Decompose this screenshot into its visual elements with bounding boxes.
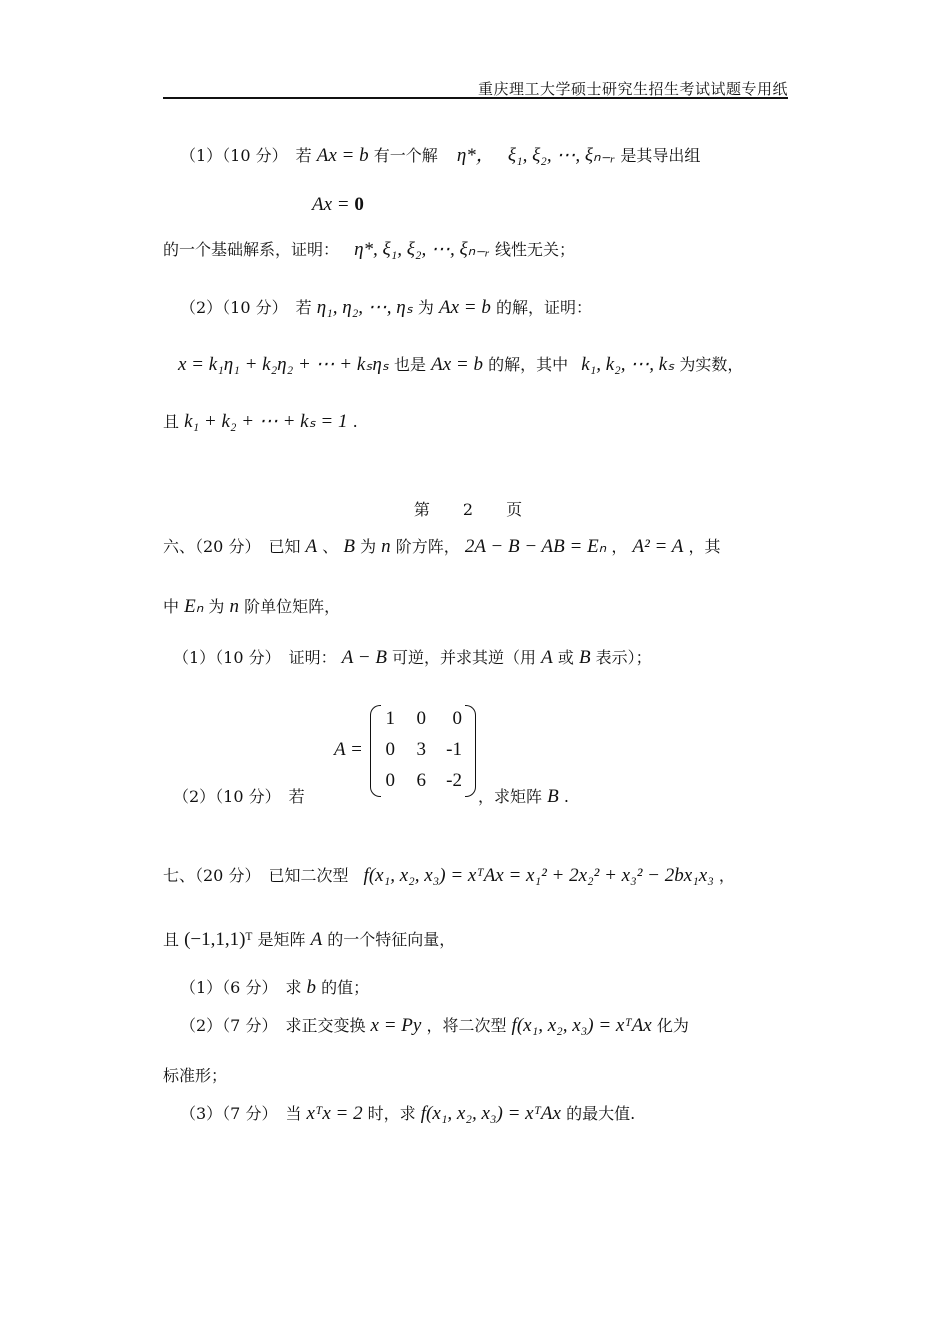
k-list: k₁, k₂, ⋯, kₛ	[581, 354, 675, 375]
eigenvector: (−1,1,1)ᵀ	[184, 929, 253, 950]
zero-vector: 0	[354, 194, 364, 215]
text: 时，求	[367, 1104, 416, 1123]
matrix-a-label	[334, 740, 363, 760]
text: 、	[322, 537, 339, 556]
text: ，求矩阵	[478, 787, 543, 806]
page-number: 第 2 页	[413, 500, 537, 519]
quadratic-form: f(x₁, x₂, x₃) = xᵀAx = x₁² + 2x₂² + x₃² − 2bx₁x₃	[363, 865, 714, 886]
q5-part1-label: （1）（10 分） 若	[180, 146, 312, 165]
text: 或	[557, 648, 574, 667]
eta-star: η*，	[456, 145, 495, 166]
var-b-lower: b	[306, 977, 317, 998]
matrix-cell: -2	[446, 770, 462, 791]
matrix-cell: 0	[385, 739, 395, 760]
q6-part2-label	[173, 787, 305, 807]
text: 有一个解	[373, 146, 438, 165]
q7-line2	[163, 930, 455, 950]
q5-part1-line2	[312, 195, 364, 215]
text: 是矩阵	[257, 930, 306, 949]
text: .	[563, 787, 569, 806]
text: 的值；	[321, 978, 370, 997]
q6-part2-tail	[478, 787, 569, 807]
linear-combination: x = k₁η₁ + k₂η₂ + ⋯ + kₛηₛ	[178, 354, 389, 375]
text: 的一个基础解系，证明：	[163, 240, 340, 259]
text: 为	[208, 597, 225, 616]
text: 且	[163, 930, 180, 949]
q5-part2-line1	[180, 298, 592, 318]
text: ，其	[688, 537, 721, 556]
var-n: n	[229, 596, 239, 617]
q7-part3-label: （3）（7 分） 当	[180, 1104, 302, 1123]
text: 也是	[394, 355, 427, 374]
header-rule	[163, 97, 788, 99]
text: 的最大值.	[566, 1104, 636, 1123]
text: （2）（10 分） 若	[173, 787, 305, 806]
var-b: B	[547, 786, 559, 807]
quadratic-form-short: f(x₁, x₂, x₃) = xᵀAx	[511, 1015, 652, 1036]
q7-part2	[180, 1016, 689, 1036]
q6-line2	[163, 597, 340, 617]
q6-part1-label: （1）（10 分） 证明：	[173, 648, 337, 667]
text: 的解，其中	[488, 355, 569, 374]
text: 化为	[656, 1016, 689, 1035]
a-minus-b: A − B	[341, 647, 387, 668]
text: 阶方阵，	[395, 537, 460, 556]
q7-part1	[180, 978, 369, 998]
var-n: n	[381, 536, 391, 557]
quadratic-form-short: f(x₁, x₂, x₃) = xᵀAx	[420, 1103, 561, 1124]
matrix-cell: 0	[385, 770, 395, 791]
xi-list: ξ₁, ξ₂, ⋯, ξₙ₋ᵣ	[507, 145, 616, 166]
eq-ax-b: Ax = b	[439, 297, 491, 318]
matrix-cell: 0	[416, 708, 426, 729]
eq-ax: Ax =	[312, 194, 355, 215]
orthogonal-transform: x = Py	[370, 1015, 422, 1036]
text: 表示）；	[595, 648, 652, 667]
matrix-a-eq: A =	[334, 739, 363, 760]
q5-part2-line2	[178, 355, 743, 375]
matrix-cell: 0	[452, 708, 462, 729]
q6-label: 六、（20 分） 已知	[163, 537, 301, 556]
text: 为	[360, 537, 377, 556]
text: 的一个特征向量，	[327, 930, 456, 949]
identity-matrix: Eₙ	[184, 596, 204, 617]
q6-line1	[163, 537, 720, 557]
right-bracket	[465, 705, 476, 797]
text: ，	[611, 537, 628, 556]
var-b: B	[343, 536, 355, 557]
text: ，	[718, 866, 735, 885]
eq-ax-b: Ax = b	[431, 354, 483, 375]
q7-line1	[163, 866, 735, 886]
vector-set: η*, ξ₁, ξ₂, ⋯, ξₙ₋ᵣ	[354, 239, 490, 260]
equation: 2A − B − AB = Eₙ	[464, 536, 607, 557]
q5-part2-line3	[163, 412, 358, 432]
q5-part1-line3	[163, 240, 575, 260]
idempotent-eq: A² = A	[632, 536, 684, 557]
q5-part2-label: （2）（10 分） 若	[180, 298, 312, 317]
matrix-cell: 6	[416, 770, 426, 791]
q7-part3	[180, 1104, 635, 1124]
var-a: A	[310, 929, 323, 950]
q7-label: 七、（20 分） 已知二次型	[163, 866, 349, 885]
text: .	[352, 412, 358, 431]
page-header: 重庆理工大学硕士研究生招生考试试题专用纸	[477, 80, 788, 98]
text: 中	[163, 597, 180, 616]
matrix-cell: -1	[446, 739, 462, 760]
matrix-a	[370, 705, 476, 795]
text: 阶单位矩阵，	[244, 597, 341, 616]
constraint: xᵀx = 2	[306, 1103, 363, 1124]
var-a: A	[541, 647, 553, 668]
text: 为实数，	[679, 355, 744, 374]
text: 可逆，并求其逆（用	[392, 648, 537, 667]
text: 是其导出组	[620, 146, 701, 165]
eta-list: η₁, η₂, ⋯, ηₛ	[316, 297, 413, 318]
text: 为	[417, 298, 434, 317]
text: 线性无关；	[495, 240, 576, 259]
eq-ax-b: Ax = b	[316, 145, 369, 166]
q7-part2-label: （2）（7 分） 求正交变换	[180, 1016, 366, 1035]
matrix-cell: 1	[385, 708, 395, 729]
q7-part1-label: （1）（6 分） 求	[180, 978, 302, 997]
text: ，将二次型	[426, 1016, 507, 1035]
text: 且	[163, 412, 180, 431]
k-sum: k₁ + k₂ + ⋯ + kₛ = 1	[184, 411, 348, 432]
var-a: A	[305, 536, 318, 557]
q7-part2-cont: 标准形；	[163, 1066, 228, 1085]
q5-part1-line1	[180, 146, 700, 166]
matrix-cell: 3	[416, 739, 426, 760]
q6-part1	[173, 648, 652, 668]
text: 的解，证明：	[495, 298, 592, 317]
var-b: B	[578, 647, 591, 668]
